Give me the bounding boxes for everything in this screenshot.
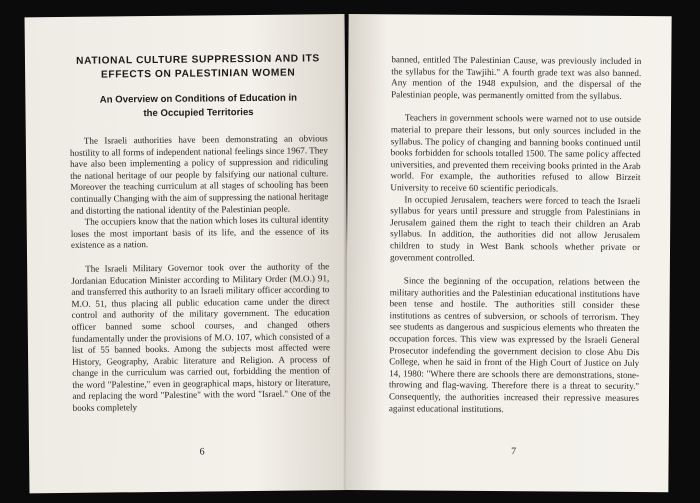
article-subtitle [69, 91, 327, 122]
page-number-right: 7 [511, 446, 517, 458]
left-paragraph-2: The occupiers know that the nation which loses its cultural identity loses the most important basis of its life, and the essence of its existence as a nation. [70, 214, 329, 251]
subtitle-line-1: An Overview on Conditions of Education in [99, 92, 298, 106]
article-title [69, 52, 327, 82]
right-paragraph-1: banned, entitled The Palestinian Cause, was previously included in the syllabus for the Tawjihi." A fourth grade text was also banned. Any mention of the 1948 expulsion, and the dispersal of the Palestinian people, was permanently omitted from the syllabus. [391, 54, 642, 101]
title-line-2: EFFECTS ON PALESTINIAN WOMEN [100, 67, 296, 81]
page-number-left: 6 [199, 446, 205, 458]
left-page [25, 14, 350, 493]
left-paragraph-1: The Israeli authorities have been demonstrating an obvious hostility to all forms of independent national feelings since 1967. They have also been implementing a policy of suppression and ridiculing the national heritage of our people by falsifying our national culture. Moreover the teaching curriculum at all stages of schooling has been continually Changing with the aim of suppressing the national heritage and distorting the national identity of the Palestinian people. [69, 133, 329, 216]
right-paragraph-4: Since the beginning of the occupation, relations between the military authorities and the Palestinian educational institutions have been tense and hostile. The authorities still consider these institutions as centres of subversion, or schools of terrorism. They see students as dangerous and suspicious elements who threaten the occupation forces. This view was expressed by the Israeli General Prosecutor indefending the government decision to close Abu Dis College, when he said in front of the High Court of Justice on July 14, 1980: "Where there are schools there are demonstrations, stone-throwing and flag-waving. Therefore there is a threat to security." Consequently, the authorities increased their repressive measures against educational institutions. [388, 275, 640, 414]
right-paragraph-3: In occupied Jerusalem, teachers were forced to teach the Israeli syllabus for years until pressure and struggle from Palestinians in Jerusalem gained them the right to teach their children an Arab syllabus. In addition, the authorities did not allow Jerusalem children to study in West Bank schools whether private or government controlled. [389, 193, 641, 263]
right-paragraph-2: Teachers in government schools were warned not to use outside material to prepare their lessons, but only sources included in the syllabus. The policy of changing and banning books continued until books forbidden for schools totalled 1500. The same policy affected universities, and prevented them receiving books printed in the Arab world. For example, the authorities refused to allow Birzeit University to receive 60 scientific periodicals. [390, 112, 641, 194]
right-page [345, 14, 671, 492]
title-line-1: NATIONAL CULTURE SUPPRESSION AND ITS [76, 53, 320, 67]
subtitle-line-2: the Occupied Territories [143, 106, 254, 120]
left-paragraph-3: The Israeli Military Governor took over the authority of the Jordanian Education Minister according to Military Order (M.O.) 91, and transferred this authority to an Israeli military officer according to M.O. 51, thus placing all public education came under the direct control and authority of the military government. The education officer banned some school courses, and changed others fundamentally under the provisions of M.O. 107, which consisted of a list of 55 banned books. Among the subjects most affected were History, Geography, Arabic literature and Religion. A process of change in the curriculum was carried out, forbidding the mention of the word "Palestine," even in geographical maps, history or literature, and replacing the word "Palestine" with the word "Israel." One of the books completely [71, 261, 331, 413]
